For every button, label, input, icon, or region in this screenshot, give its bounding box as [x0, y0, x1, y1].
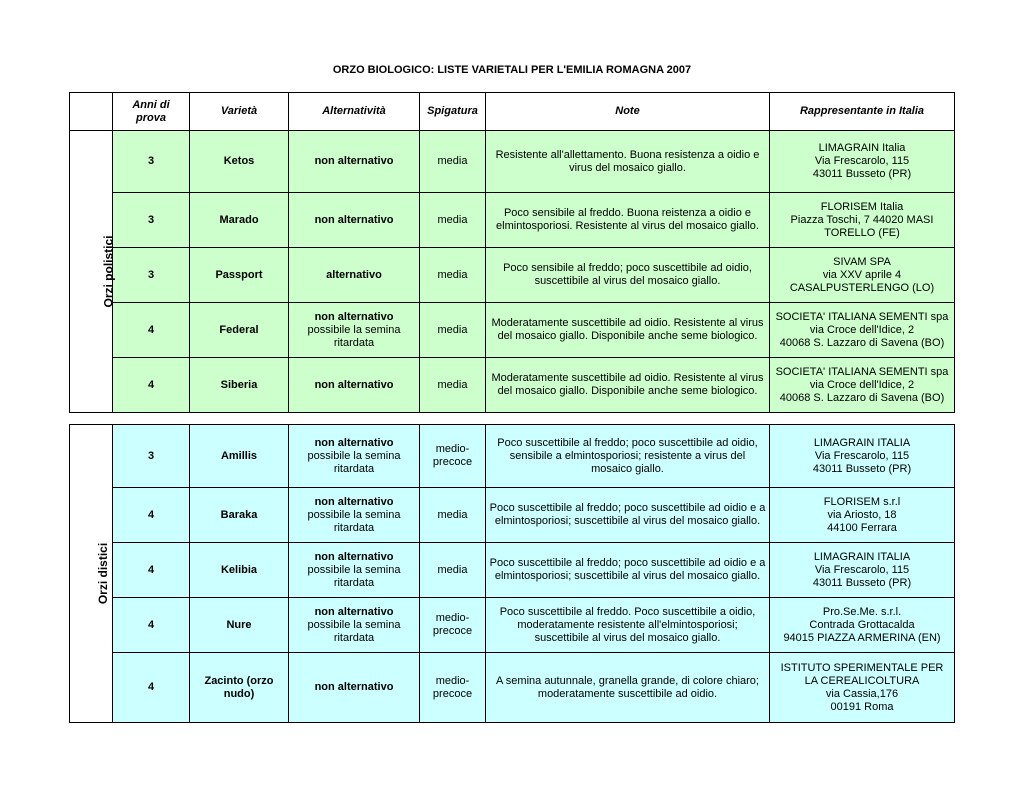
cell-anni: 4 [113, 653, 190, 723]
cell-alternativita [289, 488, 420, 543]
rappresentante-line: Via Frescarolo, 115 [814, 155, 910, 167]
cell-rappresentante [770, 653, 955, 723]
rappresentante-line: FLORISEM Italia [820, 200, 904, 213]
cell-spigatura: medio-precoce [420, 425, 486, 488]
alternativita-note: possibile la semina ritardata [307, 618, 401, 644]
rappresentante-line: LA CEREALICOLTURA [804, 674, 920, 687]
cell-spigatura: media [420, 543, 486, 598]
header-anni: Anni di prova [113, 93, 190, 131]
table-row [70, 303, 955, 358]
header-spigatura: Spigatura [420, 93, 486, 131]
rappresentante-line: via XXV aprile 4 [822, 268, 902, 281]
cell-varieta: Passport [190, 248, 289, 303]
cell-rappresentante [770, 248, 955, 303]
rappresentante-line: Contrada Grottacalda [809, 618, 915, 631]
rappresentante-line: 40068 S. Lazzaro di Savena (BO) [779, 391, 945, 404]
cell-varieta: Ketos [190, 131, 289, 193]
alternativita-note: possibile la semina ritardata [307, 508, 401, 534]
header-varieta: Varietà [190, 93, 289, 131]
cell-varieta: Federal [190, 303, 289, 358]
cell-note: Poco suscettibile al freddo; poco suscettibile ad oidio e a elmintosporiosi; suscettibile al virus del mosaico giallo. [486, 488, 770, 543]
cell-spigatura: media [420, 248, 486, 303]
rappresentante-line: 00191 Roma [830, 700, 894, 713]
cell-anni: 4 [113, 598, 190, 653]
cell-alternativita [289, 303, 420, 358]
cell-note: Poco suscettibile al freddo; poco suscettibile ad oidio e a elmintosporiosi; suscettibile al virus del mosaico giallo. [486, 543, 770, 598]
alternativita-value: non alternativo [314, 155, 394, 167]
cell-anni: 4 [113, 488, 190, 543]
header-note: Note [486, 93, 770, 131]
table-row [70, 248, 955, 303]
cell-spigatura: media [420, 131, 486, 193]
cell-varieta: Kelibia [190, 543, 289, 598]
rappresentante-line: Via Frescarolo, 115 [814, 449, 910, 462]
rappresentante-line: 43011 Busseto (PR) [812, 462, 912, 475]
alternativita-value: non alternativo [314, 213, 394, 226]
group-table-polistici [69, 130, 955, 413]
alternativita-value: non alternativo [314, 681, 394, 693]
cell-spigatura: media [420, 193, 486, 248]
cell-varieta: Amillis [190, 425, 289, 488]
table-row [70, 425, 955, 488]
alternativita-value: non alternativo [314, 550, 394, 563]
rappresentante-line: TORELLO (FE) [824, 226, 900, 239]
cell-anni: 3 [113, 248, 190, 303]
cell-note: Moderatamente suscettibile ad oidio. Resistente al virus del mosaico giallo. Disponibile anche seme biologico. [486, 358, 770, 413]
alternativita-note: possibile la semina ritardata [307, 323, 401, 349]
cell-alternativita [289, 543, 420, 598]
cell-spigatura: media [420, 358, 486, 413]
rappresentante-line: LIMAGRAIN ITALIA [813, 436, 911, 449]
rappresentante-line: Piazza Toschi, 7 44020 MASI [790, 213, 934, 226]
rappresentante-line: LIMAGRAIN ITALIA [813, 550, 911, 563]
rappresentante-line: 40068 S. Lazzaro di Savena (BO) [779, 336, 945, 349]
table-row [70, 193, 955, 248]
header-rappresentante: Rappresentante in Italia [770, 93, 955, 131]
cell-note: Poco suscettibile al freddo; poco suscettibile ad oidio, sensibile a elmintosporiosi; resistente a virus del mosaico giallo. [486, 425, 770, 488]
rappresentante-line: CASALPUSTERLENGO (LO) [789, 281, 935, 294]
table-row [70, 358, 955, 413]
cell-alternativita [289, 653, 420, 723]
cell-alternativita [289, 358, 420, 413]
cell-varieta: Baraka [190, 488, 289, 543]
rappresentante-line: 44100 Ferrara [827, 521, 897, 534]
alternativita-value: non alternativo [314, 605, 394, 618]
cell-spigatura: media [420, 488, 486, 543]
cell-note: Resistente all'allettamento. Buona resistenza a oidio e virus del mosaico giallo. [486, 131, 770, 193]
alternativita-value: alternativo [326, 268, 382, 281]
rappresentante-line: Via Frescarolo, 115 [814, 563, 910, 576]
group-label: Orzi polistici [101, 234, 116, 308]
header-alternativita: Alternatività [289, 93, 420, 131]
cell-rappresentante [770, 488, 955, 543]
cell-rappresentante [770, 303, 955, 358]
cell-alternativita [289, 131, 420, 193]
cell-anni: 3 [113, 425, 190, 488]
rappresentante-line: 43011 Busseto (PR) [812, 576, 912, 589]
rappresentante-line: ISTITUTO SPERIMENTALE PER [780, 661, 944, 674]
rappresentante-line: 94015 PIAZZA ARMERINA (EN) [783, 631, 941, 644]
header-table [69, 92, 955, 131]
cell-note: Moderatamente suscettibile ad oidio. Resistente al virus del mosaico giallo. Disponibile anche seme biologico. [486, 303, 770, 358]
cell-rappresentante [770, 543, 955, 598]
cell-note: Poco suscettibile al freddo. Poco suscettibile a oidio, moderatamente resistente all'elmintosporiosi; suscettibile al virus del mosaico giallo. [486, 598, 770, 653]
alternativita-value: non alternativo [314, 310, 394, 323]
rappresentante-line: SOCIETA' ITALIANA SEMENTI spa [775, 310, 949, 323]
rappresentante-line: 43011 Busseto (PR) [812, 168, 912, 180]
cell-varieta: Siberia [190, 358, 289, 413]
page-title: ORZO BIOLOGICO: LISTE VARIETALI PER L'EMILIA ROMAGNA 2007 [332, 64, 692, 76]
group-label: Orzi distici [96, 542, 111, 604]
rappresentante-line: FLORISEM s.r.l [823, 495, 901, 508]
cell-rappresentante [770, 425, 955, 488]
rappresentante-line: via Ariosto, 18 [827, 508, 897, 521]
cell-alternativita [289, 425, 420, 488]
cell-anni: 4 [113, 543, 190, 598]
cell-varieta: Marado [190, 193, 289, 248]
cell-rappresentante [770, 131, 955, 193]
cell-rappresentante [770, 193, 955, 248]
cell-rappresentante [770, 358, 955, 413]
cell-anni: 3 [113, 193, 190, 248]
group-table-distici [69, 424, 955, 723]
table-row [70, 131, 955, 193]
rappresentante-line: LIMAGRAIN Italia [818, 142, 906, 154]
alternativita-note: possibile la semina ritardata [307, 563, 401, 589]
rappresentante-line: via Croce dell'Idice, 2 [809, 378, 915, 391]
rappresentante-line: SOCIETA' ITALIANA SEMENTI spa [775, 365, 949, 378]
table-row [70, 488, 955, 543]
table-row [70, 653, 955, 723]
cell-anni: 4 [113, 303, 190, 358]
rappresentante-line: via Cassia,176 [825, 687, 899, 700]
cell-anni: 4 [113, 358, 190, 413]
cell-alternativita [289, 598, 420, 653]
cell-spigatura: medio-precoce [420, 653, 486, 723]
table-row [70, 598, 955, 653]
cell-note: A semina autunnale, granella grande, di colore chiaro; moderatamente suscettibile ad oidio. [486, 653, 770, 723]
cell-anni: 3 [113, 131, 190, 193]
alternativita-note: possibile la semina ritardata [307, 449, 401, 475]
cell-rappresentante [770, 598, 955, 653]
rappresentante-line: via Croce dell'Idice, 2 [809, 323, 915, 336]
alternativita-value: non alternativo [314, 378, 394, 391]
cell-alternativita [289, 193, 420, 248]
table-row [70, 543, 955, 598]
alternativita-value: non alternativo [314, 495, 394, 508]
rappresentante-line: SIVAM SPA [833, 255, 891, 268]
rappresentante-line: Pro.Se.Me. s.r.l. [822, 605, 902, 618]
group-label-cell [70, 131, 116, 413]
cell-spigatura: media [420, 303, 486, 358]
header-empty [70, 93, 113, 131]
cell-varieta: Zacinto (orzo nudo) [190, 653, 289, 723]
group-label-cell [70, 425, 113, 723]
cell-varieta: Nure [190, 598, 289, 653]
alternativita-value: non alternativo [314, 436, 394, 449]
cell-spigatura: medio-precoce [420, 598, 486, 653]
cell-note: Poco sensibile al freddo. Buona reistenza a oidio e elmintosporiosi. Resistente al virus del mosaico giallo. [486, 193, 770, 248]
cell-note: Poco sensibile al freddo; poco suscettibile ad oidio, suscettibile al virus del mosaico giallo. [486, 248, 770, 303]
cell-alternativita [289, 248, 420, 303]
